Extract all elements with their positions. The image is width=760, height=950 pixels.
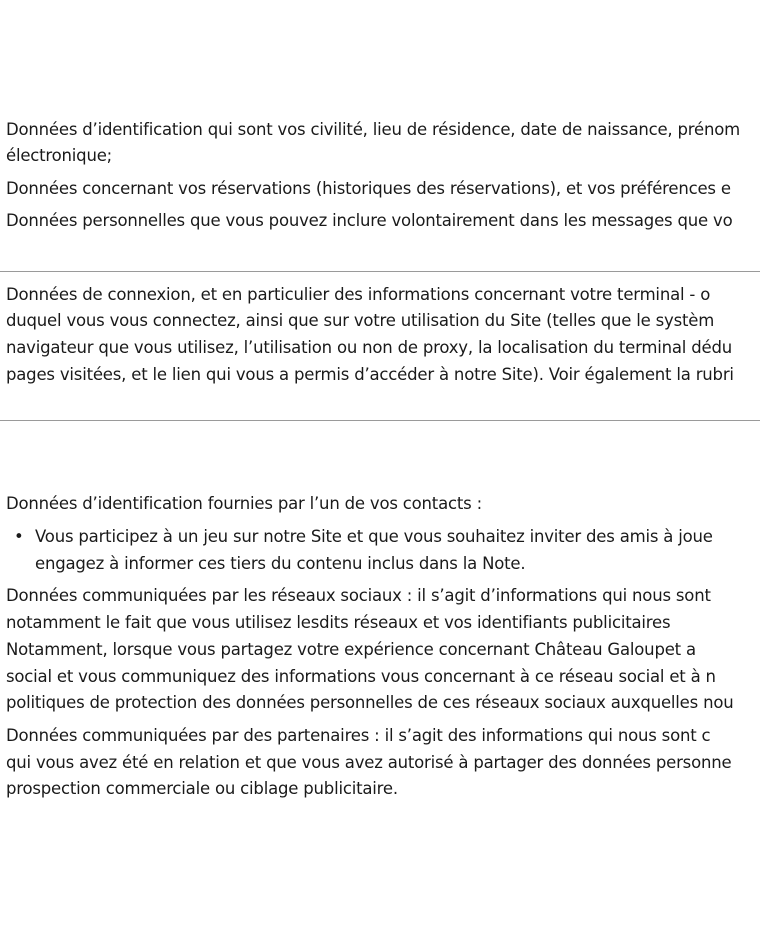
text-line: duquel vous vous connectez, ainsi que sur votre utilisation du Site (telles que le systèm — [6, 311, 715, 330]
text-line: qui vous avez été en relation et que vous avez autorisé à partager des données personne — [6, 753, 732, 772]
text-line: notamment le fait que vous utilisez lesdits réseaux et vos identifiants publicitaires — [6, 613, 671, 632]
text-line: Vous participez à un jeu sur notre Site et que vous souhaitez inviter des amis à joue — [35, 527, 713, 546]
text-line: Données communiquées par les réseaux sociaux : il s’agit d’informations qui nous sont — [6, 586, 711, 605]
section-divider — [0, 271, 760, 272]
text-line: engagez à informer ces tiers du contenu inclus dans la Note. — [35, 554, 526, 573]
text-line: social et vous communiquez des informations vous concernant à ce réseau social et à n — [6, 667, 716, 686]
text-line: Notamment, lorsque vous partagez votre expérience concernant Château Galoupet a — [6, 640, 696, 659]
reservations-data-paragraph: Données concernant vos réservations (historiques des réservations), et vos préférences e — [6, 179, 731, 198]
messages-data-paragraph: Données personnelles que vous pouvez inclure volontairement dans les messages que vo — [6, 211, 733, 230]
text-line: pages visitées, et le lien qui vous a permis d’accéder à notre Site). Voir également la rubri — [6, 365, 734, 384]
text-line: Données d’identification qui sont vos civilité, lieu de résidence, date de naissance, prénom — [6, 120, 740, 139]
contacts-data-heading: Données d’identification fournies par l’un de vos contacts : — [6, 494, 482, 513]
section-divider — [0, 420, 760, 421]
text-line: politiques de protection des données personnelles de ces réseaux sociaux auxquelles nou — [6, 693, 734, 712]
text-line: prospection commerciale ou ciblage publicitaire. — [6, 779, 398, 798]
text-line: Données communiquées par des partenaires : il s’agit des informations qui nous sont c — [6, 726, 711, 745]
bullet-marker: • — [14, 527, 24, 546]
text-line: navigateur que vous utilisez, l’utilisation ou non de proxy, la localisation du terminal dédu — [6, 338, 732, 357]
text-line: électronique; — [6, 146, 113, 165]
text-line: Données de connexion, et en particulier des informations concernant votre terminal - o — [6, 285, 711, 304]
